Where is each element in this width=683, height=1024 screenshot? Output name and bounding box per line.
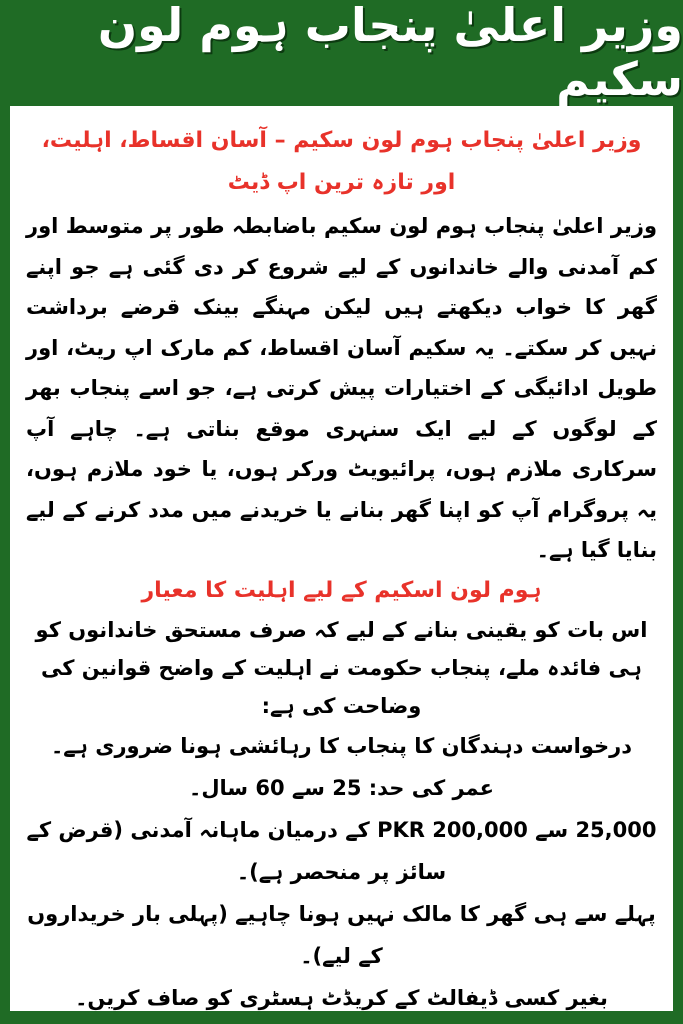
list-item: عمر کی حد: 25 سے 60 سال۔ bbox=[189, 775, 494, 800]
article-subheading: وزیر اعلیٰ پنجاب ہوم لون سکیم – آسان اقساط، اہلیت، اور تازہ ترین اپ ڈیٹ bbox=[41, 128, 642, 195]
page-title: وزیر اعلیٰ پنجاب ہوم لون سکیم bbox=[97, 0, 683, 106]
eligibility-intro: اس بات کو یقینی بنانے کے لیے کہ صرف مستحق خاندانوں کو ہی فائدہ ملے، پنجاب حکومت نے اہلیت کے واضح قوانین کی وضاحت کی ہے: bbox=[35, 617, 648, 718]
eligibility-list bbox=[26, 725, 657, 1012]
list-item: 25,000 سے PKR 200,000 کے درمیان ماہانہ آمدنی (قرض کے سائز پر منحصر ہے)۔ bbox=[26, 817, 657, 884]
content-panel bbox=[10, 106, 673, 1011]
eligibility-heading: ہوم لون اسکیم کے لیے اہلیت کا معیار bbox=[141, 577, 542, 603]
list-item: بغیر کسی ڈیفالٹ کے کریڈٹ ہسٹری کو صاف کریں۔ bbox=[75, 985, 608, 1010]
list-item: پہلے سے ہی گھر کا مالک نہیں ہونا چاہیے (پہلی بار خریداروں کے لیے)۔ bbox=[27, 901, 656, 968]
intro-paragraph: وزیر اعلیٰ پنجاب ہوم لون سکیم باضابطہ طور پر متوسط اور کم آمدنی والے خاندانوں کے لیے شروع کر دی گئی ہے جو اپنے گھر کا خواب دیکھتے ہیں لیکن مہنگے بینک قرضے برداشت نہیں کر سکتے۔ یہ سکیم آسان اقساط، کم مارک اپ ریٹ، اور طویل ادائیگی کے اختیارات پیش کرتی ہے، جو اسے پنجاب بھر کے لوگوں کے لیے ایک سنہری موقع بناتی ہے۔ چاہے آپ سرکاری ملازم ہوں، پرائیویٹ ورکر ہوں، یا خود ملازم ہوں، یہ پروگرام آپ کو اپنا گھر بنانے یا خریدنے میں مدد کرنے کے لیے بنایا گیا ہے۔ bbox=[26, 214, 657, 562]
list-item: درخواست دہندگان کا پنجاب کا رہائشی ہونا ضروری ہے۔ bbox=[51, 733, 632, 758]
